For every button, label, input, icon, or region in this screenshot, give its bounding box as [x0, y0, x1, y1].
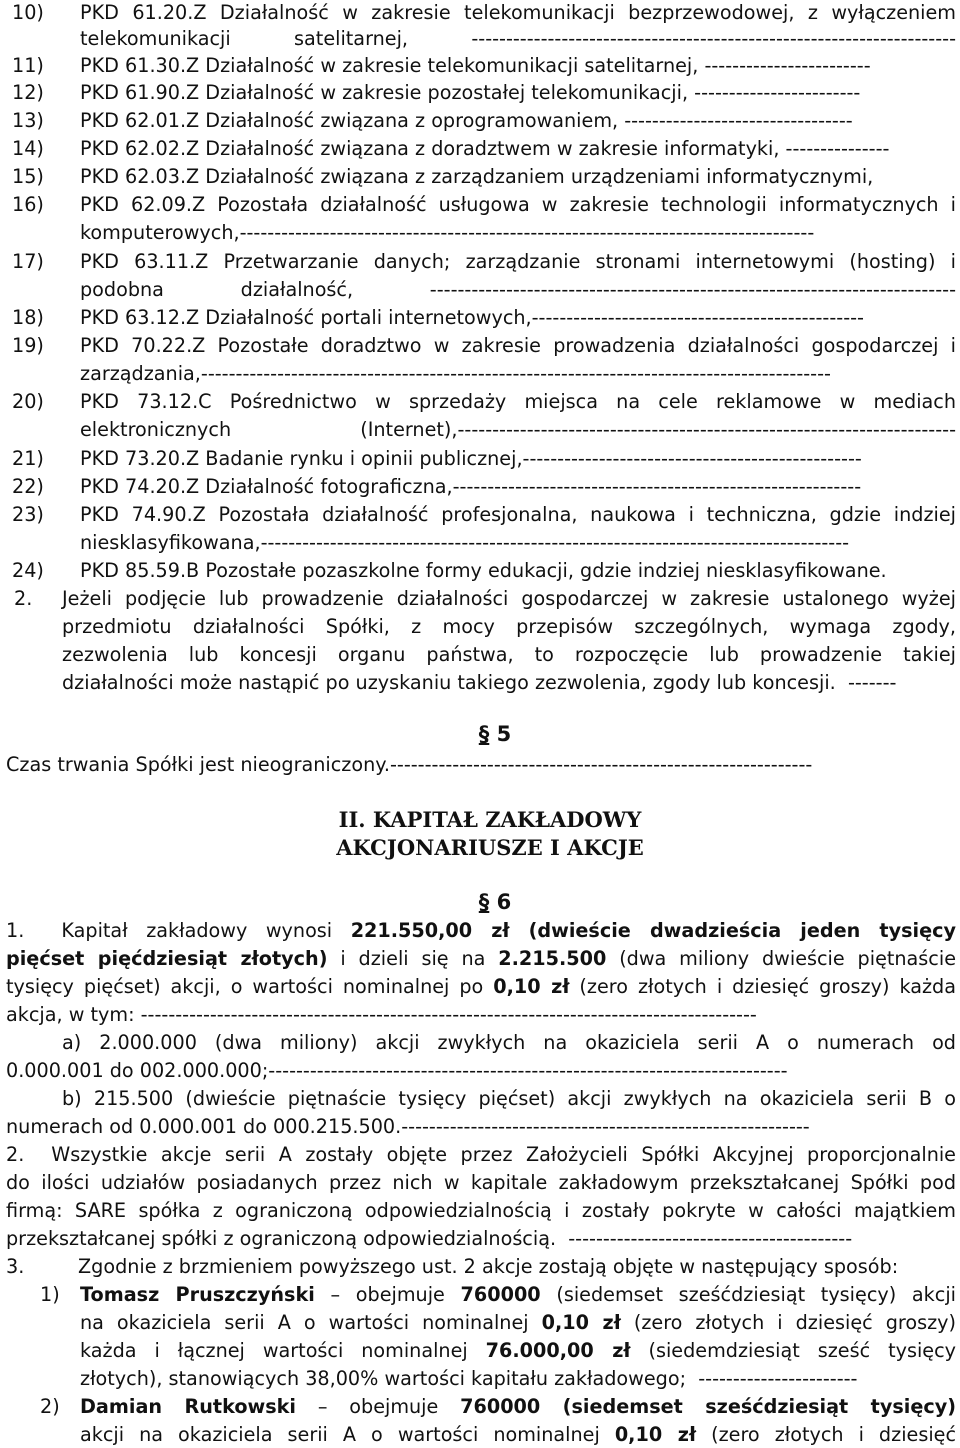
list-item-text: telekomunikacji satelitarnej, ---------------------------------------------------------------------- [80, 27, 956, 50]
share-count: 760000 [460, 1283, 541, 1306]
point-number: 2. [14, 587, 33, 610]
capital-line: akcja, w tym: ----------------------------------------------------------------------------------------- [6, 1003, 757, 1026]
list-item-text: PKD 63.11.Z Przetwarzanie danych; zarządzanie stronami internetowymi (hosting) i [80, 250, 956, 273]
section-heading [455, 888, 535, 916]
total-value: 76.000,00 zł [485, 1339, 631, 1362]
shareholder-line [80, 1394, 956, 1420]
text-span: (siedemset sześćdziesiąt tysięcy) akcji [540, 1283, 956, 1306]
text-span: (zero złotych i dziesięć groszy) każda [569, 975, 956, 998]
text-span: i dzieli się na [327, 947, 499, 970]
shareholder-line [80, 1422, 956, 1448]
list-item-text: podobna działalność, ---------------------------------------------------------------------------- [80, 278, 956, 301]
share-series-line: b) 215.500 (dwieście piętnaście tysięcy pięćset) akcji zwykłych na okaziciela serii B o [62, 1087, 956, 1110]
paragraph-line: firmą: SARE spółka z ograniczoną odpowiedzialnością i zostały pokryte w całości majątkiem [6, 1199, 956, 1222]
shareholder-line: złotych), stanowiących 38,00% wartości kapitału zakładowego; ----------------------- [80, 1367, 858, 1390]
list-item-text: PKD 62.02.Z Działalność związana z doradztwem w zakresie informatyki, --------------- [80, 137, 890, 160]
capital-line [6, 974, 956, 1000]
list-number: 20) [12, 390, 44, 413]
list-item-text: zarządzania,------------------------------------------------------------------------------------------- [80, 362, 831, 385]
shareholder-name: Damian Rutkowski [80, 1395, 296, 1418]
list-number: 17) [12, 250, 44, 273]
list-item-text: komputerowych,----------------------------------------------------------------------------------- [80, 221, 815, 244]
text-span: na okaziciela serii A o wartości nominalnej [80, 1311, 542, 1334]
list-item-text: PKD 74.20.Z Działalność fotograficzna,----------------------------------------------------------- [80, 475, 862, 498]
capital-amount: 221.550,00 zł (dwieście dwadzieścia jeden tysięcy [350, 919, 956, 942]
paragraph-line: Jeżeli podjęcie lub prowadzenie działalności gospodarczej w zakresie ustalonego wyżej [62, 587, 956, 610]
list-item-text: PKD 62.09.Z Pozostała działalność usługowa w zakresie technologii informatycznych i [80, 193, 956, 216]
shareholder-line [80, 1310, 956, 1336]
list-item-text: PKD 73.12.C Pośrednictwo w sprzedaży miejsca na cele reklamowe w mediach [80, 390, 956, 413]
text-span: (zero złotych i dziesięć groszy) [620, 1311, 956, 1334]
text-span: każda i łącznej wartości nominalnej [80, 1339, 486, 1362]
paragraph-line: działalności może nastąpić po uzyskaniu takiego zezwolenia, zgody lub koncesji. ------- [62, 671, 897, 694]
nominal-value: 0,10 zł [493, 975, 570, 998]
list-number: 10) [12, 1, 44, 24]
list-item-text: PKD 70.22.Z Pozostałe doradztwo w zakresie prowadzenia działalności gospodarczej i [80, 334, 956, 357]
text-span: – obejmuje [314, 1283, 461, 1306]
section-number: 5 [496, 722, 512, 746]
capital-amount-words: pięćset pięćdziesiąt złotych) [6, 947, 328, 970]
list-number: 19) [12, 334, 44, 357]
list-number: 21) [12, 447, 44, 470]
list-number: 13) [12, 109, 44, 132]
text-span: akcji na okaziciela serii A o wartości nominalnej [80, 1423, 615, 1446]
share-count: 2.215.500 [498, 947, 607, 970]
shareholder-number: 2) [40, 1395, 60, 1418]
share-series-line: 0.000.001 do 002.000.000;--------------------------------------------------------------------------- [6, 1059, 788, 1082]
list-item-text: PKD 74.90.Z Pozostała działalność profesjonalna, naukowa i techniczna, gdzie indziej [80, 503, 956, 526]
shareholder-number: 1) [40, 1283, 60, 1306]
list-item-text: PKD 61.90.Z Działalność w zakresie pozostałej telekomunikacji, ------------------------ [80, 81, 861, 104]
list-number: 24) [12, 559, 44, 582]
list-item-text: PKD 61.20.Z Działalność w zakresie telekomunikacji bezprzewodowej, z wyłączeniem [80, 1, 956, 24]
section-sign: § [478, 722, 490, 746]
paragraph-line: przedmiotu działalności Spółki, z mocy przepisów szczególnych, wymaga zgody, [62, 615, 956, 638]
paragraph-line: przekształcanej spółki z ograniczoną odpowiedzialnością. ----------------------------------------- [6, 1227, 853, 1250]
text-span: 1. Kapitał zakładowy wynosi [6, 919, 351, 942]
paragraph-line: 2. Wszystkie akcje serii A zostały objęte przez Założycieli Spółki Akcyjnej proporcjonalnie [6, 1143, 956, 1166]
share-series-line: a) 2.000.000 (dwa miliony) akcji zwykłych na okaziciela serii A o numerach od [62, 1031, 956, 1054]
paragraph-line: do ilości udziałów posiadanych przez nich w kapitale zakładowym przekształcanej Spółki pod [6, 1171, 956, 1194]
list-number: 18) [12, 306, 44, 329]
list-item-text: elektronicznych (Internet),------------------------------------------------------------------------ [80, 418, 956, 441]
paragraph-line: Zgodnie z brzmieniem powyższego ust. 2 akcje zostają objęte w następujący sposób: [78, 1255, 899, 1278]
list-item-text: PKD 61.30.Z Działalność w zakresie telekomunikacji satelitarnej, ------------------------ [80, 54, 871, 77]
list-number: 11) [12, 54, 44, 77]
list-number: 23) [12, 503, 44, 526]
nominal-value: 0,10 zł [541, 1311, 621, 1334]
paragraph-line: Czas trwania Spółki jest nieograniczony.------------------------------------------------------------- [6, 753, 813, 776]
shareholder-line [80, 1338, 956, 1364]
text-span: (dwa miliony dwieście piętnaście [606, 947, 956, 970]
list-number: 14) [12, 137, 44, 160]
text-span: – obejmuje [296, 1395, 461, 1418]
chapter-title: II. KAPITAŁ ZAKŁADOWY [338, 807, 642, 832]
nominal-value: 0,10 zł [614, 1423, 697, 1446]
capital-line [6, 946, 956, 972]
chapter-subtitle: AKCJONARIUSZE I AKCJE [336, 835, 644, 860]
paragraph-line: zezwolenia lub koncesji organu państwa, to rozpoczęcie lub prowadzenie takiej [62, 643, 956, 666]
list-number: 15) [12, 165, 44, 188]
section-number: 6 [496, 890, 512, 914]
list-number: 22) [12, 475, 44, 498]
section-heading [455, 720, 535, 748]
list-item-text: PKD 63.12.Z Działalność portali internetowych,------------------------------------------------ [80, 306, 864, 329]
list-item-text: niesklasyfikowana,------------------------------------------------------------------------------------- [80, 531, 850, 554]
text-span: tysięcy pięćset) akcji, o wartości nominalnej po [6, 975, 494, 998]
shareholder-name: Tomasz Pruszczyński [80, 1283, 315, 1306]
shareholder-line [80, 1282, 956, 1308]
text-span: (zero złotych i dziesięć [696, 1423, 957, 1446]
point-number: 3. [6, 1255, 25, 1278]
share-count: 760000 (siedemset sześćdziesiąt tysięcy) [460, 1395, 956, 1418]
section-sign: § [478, 890, 490, 914]
list-number: 12) [12, 81, 44, 104]
list-item-text: PKD 85.59.B Pozostałe pozaszkolne formy edukacji, gdzie indziej niesklasyfikowane. [80, 559, 887, 582]
text-span: (siedemdziesiąt sześć tysięcy [630, 1339, 956, 1362]
list-item-text: PKD 62.03.Z Działalność związana z zarządzaniem urządzeniami informatycznymi, [80, 165, 874, 188]
list-item-text: PKD 62.01.Z Działalność związana z oprogramowaniem, --------------------------------- [80, 109, 853, 132]
capital-line [6, 918, 956, 944]
share-series-line: numerach od 0.000.001 do 000.215.500.----------------------------------------------------------- [6, 1115, 810, 1138]
list-item-text: PKD 73.20.Z Badanie rynku i opinii publicznej,------------------------------------------------- [80, 447, 862, 470]
list-number: 16) [12, 193, 44, 216]
